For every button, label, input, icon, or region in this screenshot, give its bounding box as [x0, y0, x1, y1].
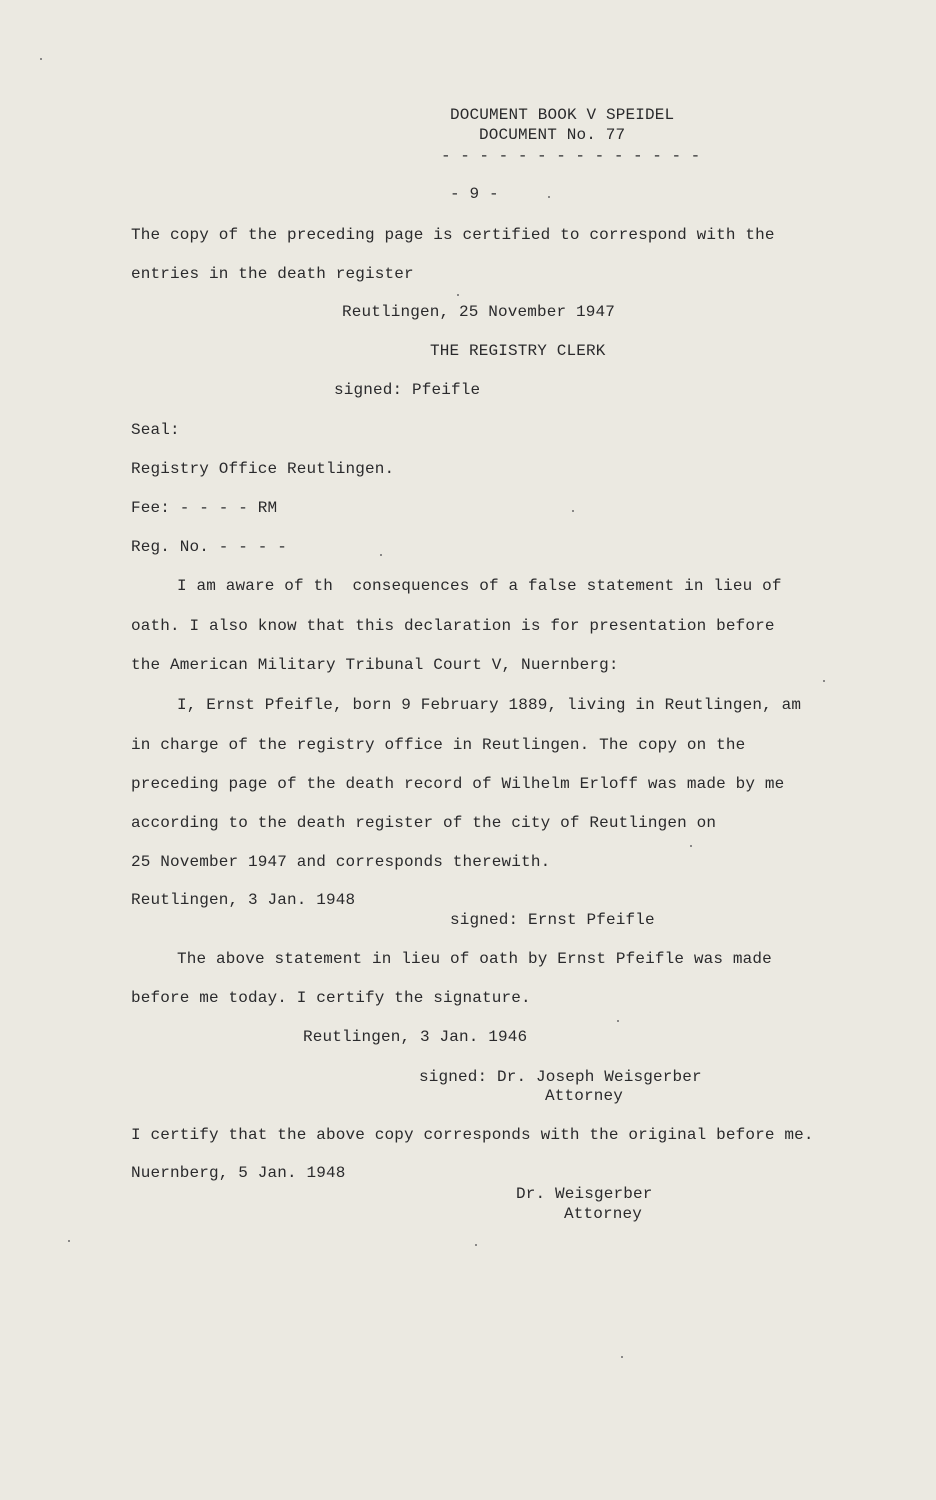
declaration-line: preceding page of the death record of Wilhelm Erloff was made by me [131, 775, 785, 793]
paper-speck [548, 196, 550, 198]
certificate-line-1: The copy of the preceding page is certified to correspond with the [131, 226, 775, 244]
paper-speck [690, 845, 692, 847]
attestation-line-1: The above statement in lieu of oath by Ernst Pfeifle was made [177, 950, 772, 968]
attestation-signature: signed: Dr. Joseph Weisgerber [419, 1068, 702, 1086]
declaration-line: 25 November 1947 and corresponds therewith. [131, 853, 551, 871]
document-number-heading: DOCUMENT No. 77 [479, 126, 626, 144]
registry-clerk-title: THE REGISTRY CLERK [430, 342, 606, 360]
declaration-place-date: Reutlingen, 3 Jan. 1948 [131, 891, 356, 909]
declaration-line: the American Military Tribunal Court V, Nuernberg: [131, 656, 619, 674]
header-rule: - - - - - - - - - - - - - - [441, 147, 701, 165]
declaration-line: according to the death register of the city of Reutlingen on [131, 814, 717, 832]
certificate-line-2: entries in the death register [131, 265, 414, 283]
paper-speck [621, 1356, 623, 1358]
paper-speck [68, 1240, 70, 1242]
document-book-heading: DOCUMENT BOOK V SPEIDEL [450, 106, 675, 124]
declaration-line: oath. I also know that this declaration is for presentation before [131, 617, 775, 635]
fee-line: Fee: - - - - RM [131, 499, 278, 517]
registry-clerk-signature: signed: Pfeifle [334, 381, 481, 399]
paper-speck [475, 1244, 477, 1246]
declaration-line: I am aware of th consequences of a false statement in lieu of [177, 577, 782, 595]
declaration-line: I, Ernst Pfeifle, born 9 February 1889, living in Reutlingen, am [177, 696, 802, 714]
declaration-signature: signed: Ernst Pfeifle [450, 911, 655, 929]
page-number: - 9 - [450, 185, 499, 203]
registration-number: Reg. No. - - - - [131, 538, 288, 556]
final-certification-line: I certify that the above copy corresponds with the original before me. [131, 1126, 814, 1144]
certificate-place-date: Reutlingen, 25 November 1947 [342, 303, 616, 321]
declaration-line: in charge of the registry office in Reutlingen. The copy on the [131, 736, 746, 754]
paper-speck [823, 680, 825, 682]
paper-speck [380, 554, 382, 556]
paper-speck [40, 58, 42, 60]
seal-text: Registry Office Reutlingen. [131, 460, 395, 478]
paper-speck [457, 294, 459, 296]
attestation-place-date: Reutlingen, 3 Jan. 1946 [303, 1028, 528, 1046]
attestation-line-2: before me today. I certify the signature. [131, 989, 531, 1007]
paper-speck [617, 1020, 619, 1022]
final-signer: Dr. Weisgerber [516, 1185, 653, 1203]
final-signer-title: Attorney [564, 1205, 643, 1223]
attestation-title: Attorney [545, 1087, 624, 1105]
paper-speck [572, 510, 574, 512]
final-place-date: Nuernberg, 5 Jan. 1948 [131, 1164, 346, 1182]
seal-label: Seal: [131, 421, 180, 439]
